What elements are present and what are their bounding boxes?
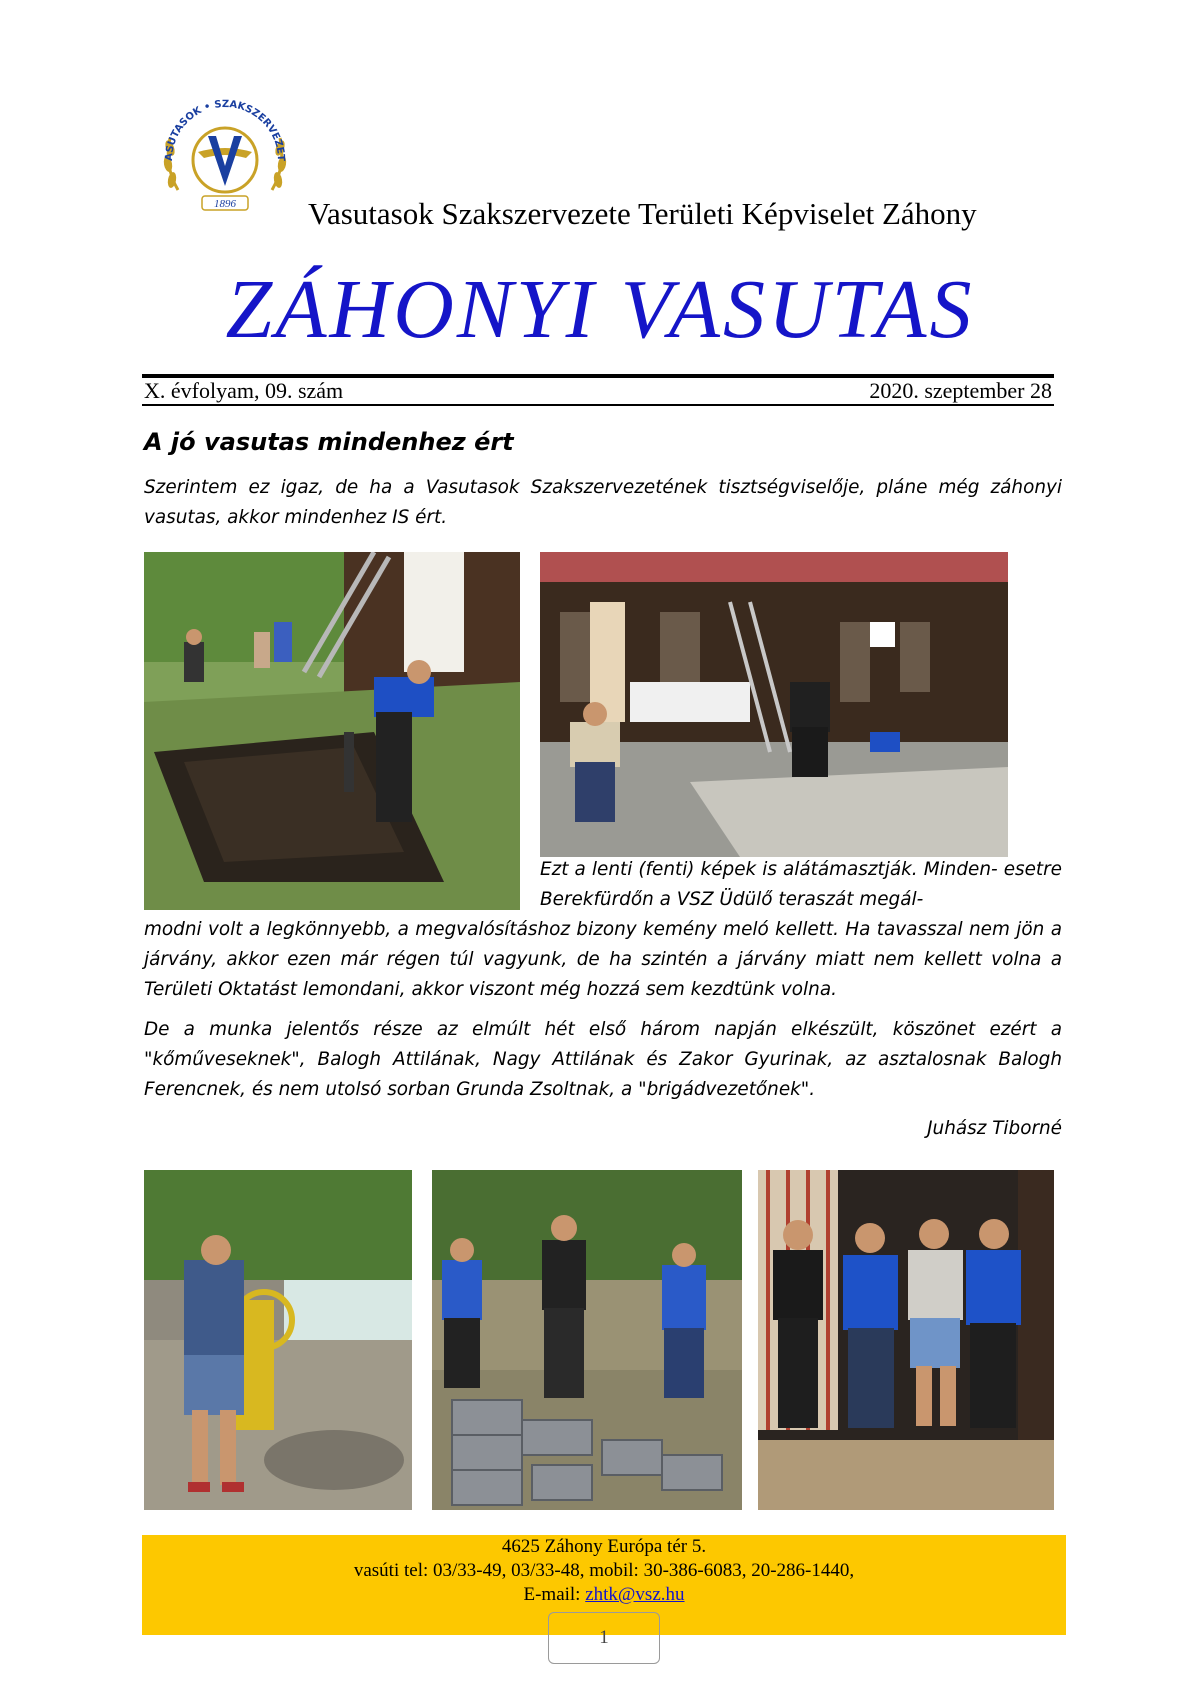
article-headline: A jó vasutas mindenhez ért (144, 428, 514, 456)
footer-email-line (142, 1583, 1066, 1607)
article-author: Juhász Tiborné (927, 1118, 1062, 1139)
footer-email-link[interactable]: zhtk@vsz.hu (585, 1584, 685, 1605)
footer-phones: vasúti tel: 03/33-49, 03/33-48, mobil: 30-386-6083, 20-286-1440, (353, 1560, 855, 1581)
masthead-title: ZÁHONYI VASUTAS (225, 263, 975, 356)
logo-ring-text: ASUTASOK • SZAKSZERVEZET (163, 98, 287, 162)
logo-year: 1896 (214, 198, 236, 210)
photo-terrace-ladder (540, 552, 1008, 857)
union-logo (150, 78, 300, 228)
article-paragraph-1-start: Ezt a lenti (fenti) képek is alátámasztják. Minden- esetre Berekfürdőn a VSZ Üdülő teraszát megál- (540, 859, 1062, 910)
photo-digging-trench (144, 552, 520, 910)
masthead-rule-bottom (142, 404, 1054, 406)
photo-concrete-blocks (432, 1170, 742, 1510)
page-number: 1 (548, 1612, 660, 1664)
photo-cement-mixer (144, 1170, 412, 1510)
footer-email-label: E-mail: (523, 1584, 586, 1605)
issue-number: X. évfolyam, 09. szám (144, 378, 344, 403)
footer-address: 4625 Záhony Európa tér 5. (501, 1536, 707, 1557)
photo-group-portrait (758, 1170, 1054, 1510)
article-paragraph-1-continued: modni volt a legkönnyebb, a megvalósításhoz bizony kemény meló kellett. Ha tavasszal nem jön a járvány, akkor ezen már régen túl vagyunk, de ha szintén a járvány miatt nem kellett volna a Területi Oktatást lemondani, akkor viszont még hozzá sem kezdtünk volna. (144, 919, 1062, 1000)
issue-date: 2020. szeptember 28 (869, 378, 1052, 403)
article-paragraph-2: De a munka jelentős része az elmúlt hét első három napján elkészült, köszönet ezért a "kőműveseknek", Balogh Attilának, Nagy Attilának és Zakor Gyurinak, az asztalosnak Balogh Ferencnek, és nem utolsó sorban Grunda Zsoltnak, a "brigádvezetőnek". (144, 1019, 1062, 1100)
organization-name: Vasutasok Szakszervezete Területi Képviselet Záhony (308, 196, 977, 231)
article-lead: Szerintem ez igaz, de ha a Vasutasok Szakszervezetének tisztségviselője, pláne még záhonyi vasutas, akkor mindenhez IS ért. (144, 477, 1062, 528)
